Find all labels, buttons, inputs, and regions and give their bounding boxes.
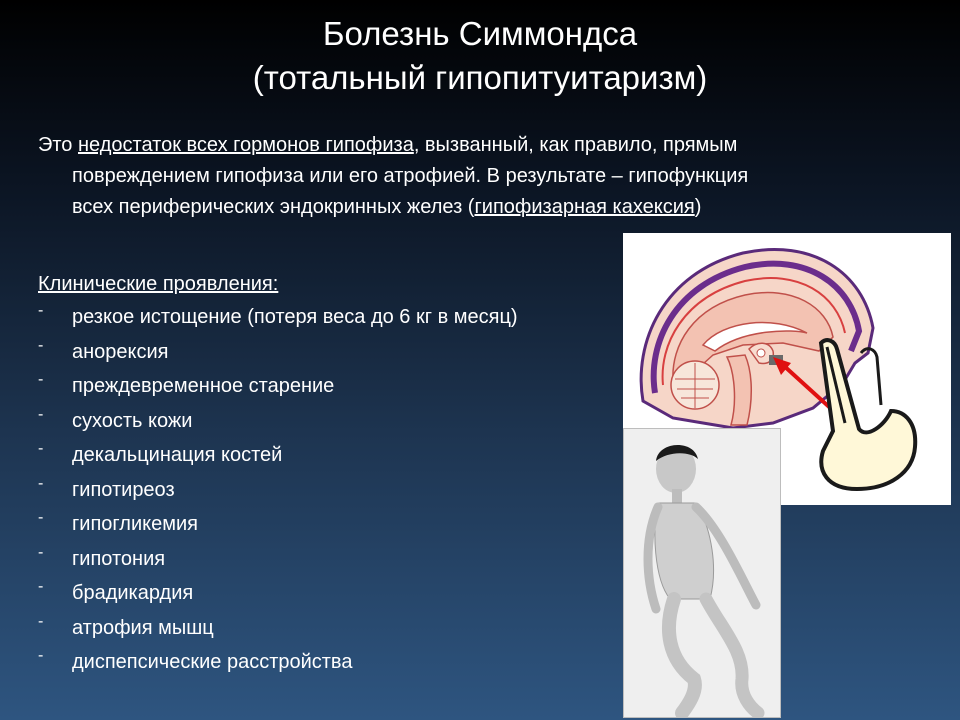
bullet-dash: - <box>38 440 44 457</box>
symptom-label: декальцинация костей <box>72 444 283 466</box>
slide-title <box>0 12 960 100</box>
bullet-dash: - <box>38 405 44 423</box>
symptom-list <box>38 300 518 680</box>
intro-line-3-start: всех периферических эндокринных желез ( <box>72 196 475 218</box>
list-item <box>38 300 518 335</box>
bullet-dash: - <box>38 543 44 561</box>
list-item <box>38 542 518 577</box>
symptom-label: гипотиреоз <box>72 478 175 501</box>
clinical-heading: Клинические проявления: <box>38 273 279 295</box>
bullet-dash: - <box>38 336 44 354</box>
intro-term-hormone-deficiency: недостаток всех гормонов гипофиза <box>78 134 414 156</box>
symptom-label: преждевременное старение <box>72 375 335 397</box>
list-item <box>38 369 518 404</box>
symptom-label: диспепсические расстройства <box>72 651 353 673</box>
intro-line-1 <box>38 130 888 161</box>
patient-photo <box>623 428 781 718</box>
bullet-dash: - <box>38 509 44 526</box>
list-item <box>38 645 518 680</box>
list-item <box>38 438 518 473</box>
symptom-label: гипогликемия <box>72 513 198 535</box>
list-item <box>38 507 518 542</box>
intro-line-2: повреждением гипофиза или его атрофией. В результате – гипофункция <box>72 165 749 187</box>
symptom-label: гипотония <box>72 547 166 570</box>
title-line-2: (тотальный гипопитуитаризм) <box>252 59 708 96</box>
intro-term-cachexia: гипофизарная кахексия <box>474 196 695 218</box>
bullet-dash: - <box>38 302 44 319</box>
bullet-dash: - <box>38 647 44 664</box>
intro-paragraph <box>38 130 888 223</box>
symptom-label: брадикардия <box>72 582 194 604</box>
symptom-label: резкое истощение (потеря веса до 6 кг в месяц) <box>72 306 518 328</box>
bullet-dash: - <box>38 578 44 595</box>
list-item <box>38 473 518 508</box>
title-line-1: Болезнь Симмондса <box>322 15 638 52</box>
list-item <box>38 335 518 370</box>
bullet-dash: - <box>38 371 44 388</box>
patient-photo-icon <box>624 429 781 718</box>
list-item <box>38 576 518 611</box>
symptom-label: атрофия мышц <box>72 616 214 639</box>
intro-line-3-end: ) <box>694 196 702 218</box>
intro-line-3 <box>38 192 888 223</box>
bullet-dash: - <box>38 474 44 492</box>
symptom-label: анорексия <box>72 340 169 363</box>
intro-lead: Это <box>38 134 78 156</box>
intro-after-term: , вызванный, как правило, прямым <box>413 134 738 156</box>
list-item <box>38 404 518 439</box>
list-item <box>38 611 518 646</box>
bullet-dash: - <box>38 612 44 630</box>
symptom-label: сухость кожи <box>72 409 193 432</box>
